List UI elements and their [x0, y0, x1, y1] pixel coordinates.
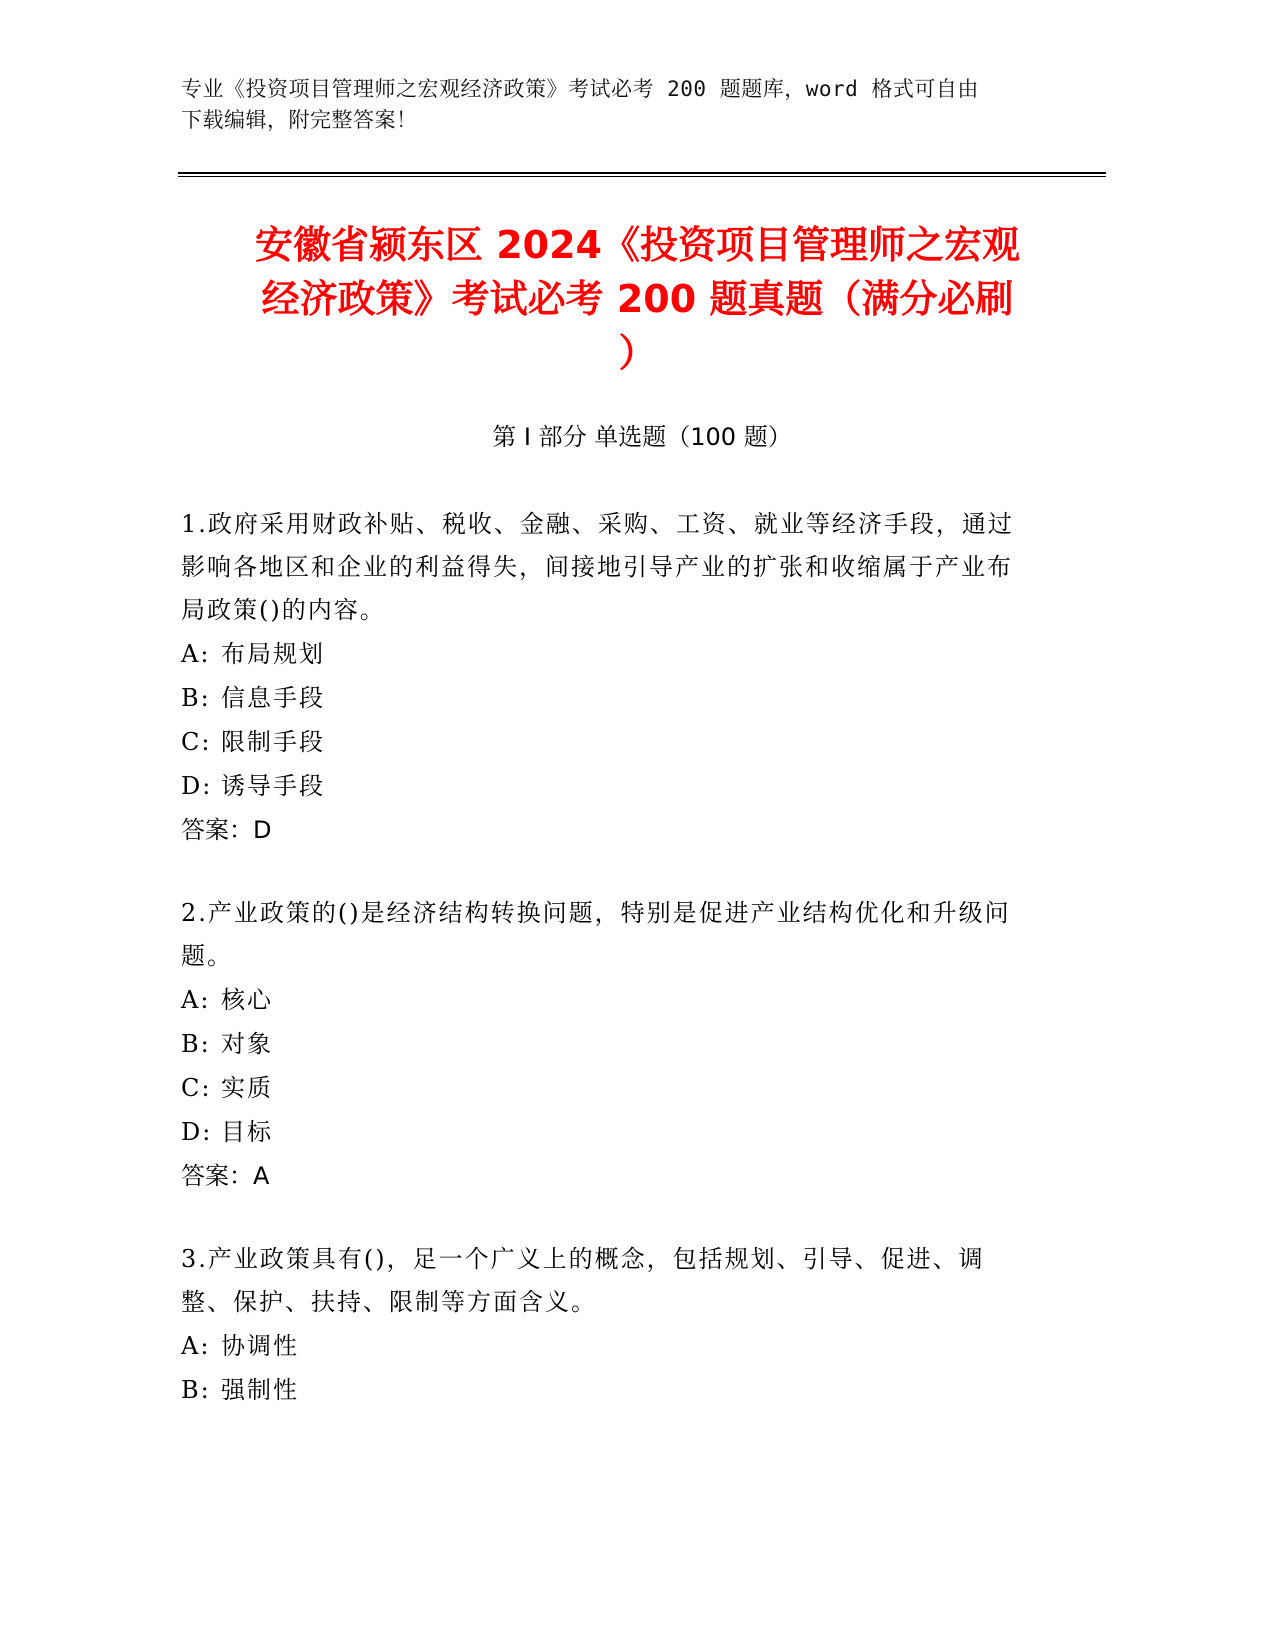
question-2	[181, 892, 1016, 1198]
header-note-line-2: 下载编辑，附完整答案！	[181, 108, 418, 132]
header-note-line-1: 专业《投资项目管理师之宏观经济政策》考试必考 200 题题库，word 格式可自由	[181, 77, 979, 101]
option-letter: A:	[181, 1332, 211, 1360]
header-note	[181, 74, 1061, 136]
option-letter: C:	[181, 728, 212, 756]
question-1	[181, 503, 1016, 852]
option-letter: C:	[181, 1074, 212, 1102]
option-letter: B:	[181, 684, 211, 712]
document-title	[170, 218, 1105, 380]
header-divider-thin	[178, 176, 1106, 177]
option-c	[181, 720, 1016, 764]
option-text: 限制手段	[221, 728, 325, 756]
option-letter: A:	[181, 640, 211, 668]
option-a	[181, 632, 1016, 676]
option-text: 核心	[221, 986, 273, 1014]
option-text: 布局规划	[221, 640, 325, 668]
question-3	[181, 1238, 1016, 1412]
option-b	[181, 1368, 1016, 1412]
option-text: 目标	[221, 1118, 273, 1146]
option-text: 强制性	[221, 1376, 299, 1404]
option-letter: B:	[181, 1030, 211, 1058]
option-d	[181, 1110, 1016, 1154]
question-stem: 3.产业政策具有()，足一个广义上的概念，包括规划、引导、促进、调整、保护、扶持、限制等方面含义。	[181, 1245, 985, 1316]
header-divider-thick	[178, 172, 1106, 174]
question-stem: 2.产业政策的()是经济结构转换问题，特别是促进产业结构优化和升级问题。	[181, 899, 1011, 970]
option-letter: A:	[181, 986, 211, 1014]
option-letter: D:	[181, 772, 213, 800]
question-stem: 1.政府采用财政补贴、税收、金融、采购、工资、就业等经济手段，通过影响各地区和企业的利益得失，间接地引导产业的扩张和收缩属于产业布局政策()的内容。	[181, 510, 1014, 624]
option-d	[181, 764, 1016, 808]
option-text: 实质	[221, 1074, 273, 1102]
title-line-2: 经济政策》考试必考 200 题真题（满分必刷	[261, 277, 1014, 321]
option-b	[181, 676, 1016, 720]
question-list	[181, 503, 1016, 1452]
answer: 答案：A	[181, 1162, 270, 1190]
option-text: 对象	[221, 1030, 273, 1058]
title-line-3: ）	[618, 331, 657, 375]
option-a	[181, 978, 1016, 1022]
option-letter: B:	[181, 1376, 211, 1404]
title-line-1: 安徽省颍东区 2024《投资项目管理师之宏观	[255, 223, 1020, 267]
option-b	[181, 1022, 1016, 1066]
option-a	[181, 1324, 1016, 1368]
section-heading: 第 I 部分 单选题（100 题）	[492, 423, 792, 451]
option-letter: D:	[181, 1118, 213, 1146]
option-text: 协调性	[221, 1332, 299, 1360]
option-text: 信息手段	[221, 684, 325, 712]
answer: 答案：D	[181, 816, 272, 844]
option-c	[181, 1066, 1016, 1110]
option-text: 诱导手段	[221, 772, 325, 800]
